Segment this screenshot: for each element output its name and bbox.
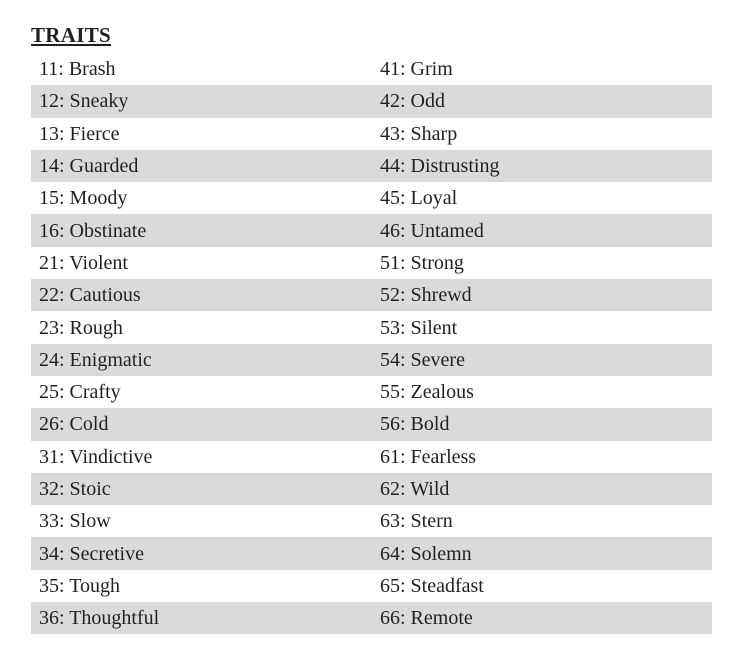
- trait-cell: 11: Brash: [39, 58, 116, 81]
- trait-cell: 14: Guarded: [39, 155, 139, 178]
- table-row: [31, 505, 712, 537]
- trait-cell: 24: Enigmatic: [39, 348, 152, 371]
- trait-cell: 42: Odd: [380, 90, 445, 113]
- table-row: [31, 150, 712, 182]
- trait-cell: 64: Solemn: [380, 542, 472, 565]
- table-row: [31, 441, 712, 473]
- trait-cell: 52: Shrewd: [380, 284, 472, 307]
- table-row: [31, 602, 712, 634]
- table-row: [31, 473, 712, 505]
- trait-cell: 55: Zealous: [380, 381, 474, 404]
- table-row: [31, 279, 712, 311]
- trait-cell: 65: Steadfast: [380, 574, 484, 597]
- trait-cell: 21: Violent: [39, 251, 128, 274]
- trait-cell: 15: Moody: [39, 187, 128, 210]
- trait-cell: 36: Thoughtful: [39, 607, 160, 630]
- trait-cell: 33: Slow: [39, 510, 111, 533]
- trait-cell: 44: Distrusting: [380, 155, 500, 178]
- trait-cell: 66: Remote: [380, 607, 473, 630]
- trait-cell: 22: Cautious: [39, 284, 141, 307]
- trait-cell: 43: Sharp: [380, 122, 458, 145]
- trait-cell: 31: Vindictive: [39, 445, 153, 468]
- trait-cell: 23: Rough: [39, 316, 123, 339]
- table-row: [31, 311, 712, 343]
- trait-cell: 45: Loyal: [380, 187, 458, 210]
- trait-cell: 54: Severe: [380, 348, 465, 371]
- table-row: [31, 214, 712, 246]
- table-row: [31, 53, 712, 85]
- trait-cell: 34: Secretive: [39, 542, 144, 565]
- trait-cell: 25: Crafty: [39, 381, 121, 404]
- trait-cell: 63: Stern: [380, 510, 453, 533]
- trait-cell: 56: Bold: [380, 413, 450, 436]
- trait-cell: 12: Sneaky: [39, 90, 129, 113]
- trait-cell: 41: Grim: [380, 58, 453, 81]
- trait-cell: 35: Tough: [39, 574, 121, 597]
- table-row: [31, 118, 712, 150]
- table-row: [31, 182, 712, 214]
- table-row: [31, 85, 712, 117]
- trait-cell: 32: Stoic: [39, 478, 111, 500]
- trait-cell: 26: Cold: [39, 413, 109, 436]
- trait-cell: 46: Untamed: [380, 219, 484, 242]
- table-row: [31, 537, 712, 569]
- trait-cell: 53: Silent: [380, 316, 458, 339]
- traits-table: [31, 53, 712, 634]
- table-row: [31, 344, 712, 376]
- traits-heading: TRAITS: [31, 23, 111, 47]
- trait-cell: 61: Fearless: [380, 445, 477, 468]
- trait-cell: 16: Obstinate: [39, 219, 147, 242]
- table-row: [31, 570, 712, 602]
- table-row: [31, 376, 712, 408]
- trait-cell: 13: Fierce: [39, 122, 120, 145]
- table-row: [31, 408, 712, 440]
- trait-cell: 51: Strong: [380, 251, 464, 274]
- trait-cell: 62: Wild: [380, 478, 450, 500]
- table-row: [31, 247, 712, 279]
